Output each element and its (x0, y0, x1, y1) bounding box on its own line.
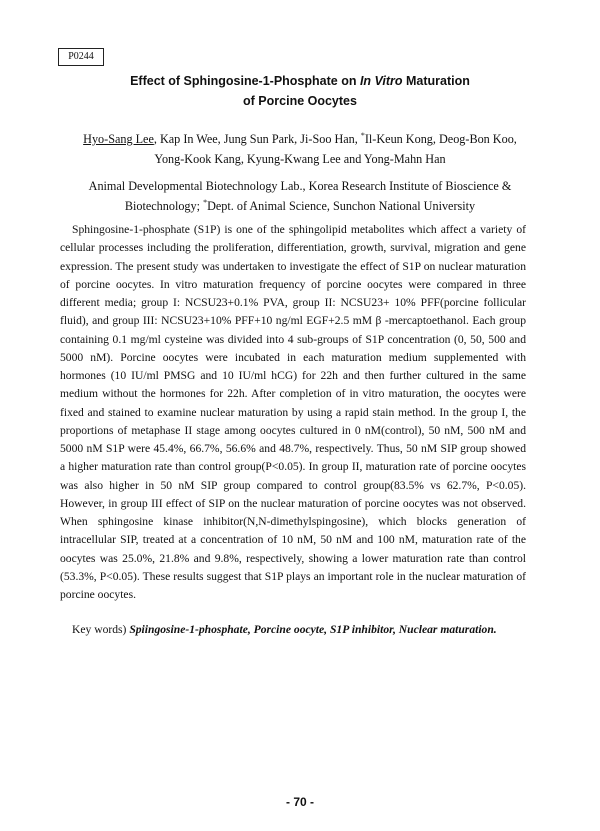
affiliation-text-a: Biotechnology; (124, 199, 204, 213)
keywords-value: Spiingosine-1-phosphate, Porcine oocyte, S1P inhibitor, Nuclear maturation. (129, 623, 497, 636)
affiliation-mark: * (203, 197, 208, 207)
title-text-b: Maturation (402, 74, 470, 88)
title-text-a: Effect of Sphingosine-1-Phosphate on (130, 74, 360, 88)
author-mark: * (360, 130, 365, 140)
keywords-label: Key words) (72, 623, 130, 636)
affiliation-text-b: Dept. of Animal Science, Sunchon National University (207, 199, 476, 213)
keywords (72, 621, 542, 639)
authors-text-b: Il-Keun Kong, Deog-Bon Koo, (364, 132, 517, 146)
abstract-body: Sphingosine-1-phosphate (S1P) is one of the sphingolipid metabolites which affect a variety of cellular processes including the proliferation, differentiation, growth, survival, migration and gene expression. The present study was undertaken to investigate the effect of S1P on nuclear maturation of porcine oocytes. In vitro maturation frequency of porcine oocytes were compared in three different media; group I: NCSU23+0.1% PVA, group II: NCSU23+ 10% PFF(porcine follicular fluid), and group III: NCSU23+10% PFF+10 ng/ml EGF+2.5 mM β -mercaptoethanol. Each group containing 0.1 mg/ml cysteine was divided into 4 sub-groups of S1P concentration (0, 50, 500 and 5000 nM). Porcine oocytes were incubated in each maturation medium supplemented with hormones (10 IU/ml PMSG and 10 IU/ml hCG) for 22h and then further cultured in the same medium without the hormones for 22h. After completion of in vitro maturation, the oocytes were fixed and stained to examine nuclear maturation by using a rapid stain method. In the group I, the proportions of metaphase II stage among oocytes cultured in 0 nM(control), 50 nM, 500 nM and 5000 nM S1P were 45.4%, 66.7%, 56.6% and 48.7%, respectively. Thus, 50 nM SIP group showed a higher maturation rate than control group(P<0.05). In group II, maturation rate of porcine oocytes was also higher in 50 nM SIP group compared to control group(83.5% vs 62.7%, P<0.05). However, in group III effect of SIP on the nuclear maturation of porcine oocytes was not observed. When sphingosine kinase inhibitor(N,N-dimethylspingosine), which blocks generation of intracellular SIP, treated at a concentration of 10 nM, 50 nM and 100 nM, maturation rate of the oocytes was 25.0%, 21.8% and 9.8%, respectively, showing a lower maturation rate than control (53.3%, P<0.05). These results suggest that S1P plays an important role in the nuclear maturation of porcine oocytes. (60, 223, 526, 601)
affiliation-line-1: Animal Developmental Biotechnology Lab., Korea Research Institute of Bioscience & (88, 179, 512, 193)
page-number: - 70 - (285, 795, 314, 809)
title-line-1 (0, 74, 600, 88)
authors-line-2: Yong-Kook Kang, Kyung-Kwang Lee and Yong-Mahn Han (154, 152, 446, 166)
title-line-2: of Porcine Oocytes (243, 94, 357, 108)
abstract-code-box: P0244 (58, 48, 104, 66)
affiliation-line-2 (60, 196, 540, 216)
authors-text-a: , Kap In Wee, Jung Sun Park, Ji-Soo Han, (153, 132, 361, 146)
presenting-author: Hyo-Sang Lee (83, 132, 154, 146)
title-italic-text: In Vitro (359, 74, 403, 88)
authors-line-1 (40, 129, 560, 149)
